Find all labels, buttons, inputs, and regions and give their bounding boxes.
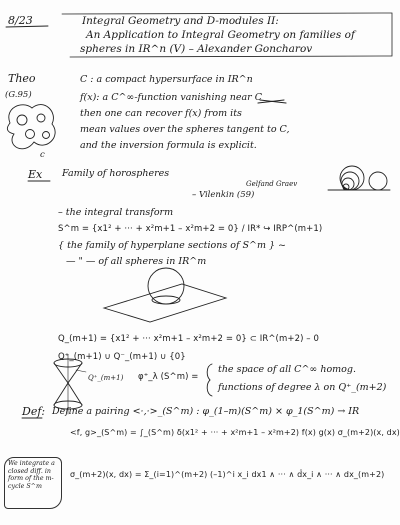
- example-line-5: Q_(m+1) = {x1² + ··· x²m+1 – x²m+2 = 0} ⊂ IR^(m+2) – 0: [58, 334, 319, 344]
- example-line-7a: φ⁺_λ (S^m) =: [138, 372, 199, 382]
- example-line-2: S^m = {x1² + ··· + x²m+1 – x²m+2 = 0} / IR* ↪ IRP^(m+1): [58, 224, 323, 234]
- attribution-1: Gelfand Graev: [246, 180, 298, 188]
- hypersurface-sketch: [7, 105, 55, 149]
- sphere-section-sketch: [104, 268, 226, 322]
- theorem-line-3: then one can recover f(x) from its: [80, 108, 242, 119]
- page-number: 8/23: [8, 14, 33, 27]
- horospheres-sketch: [328, 166, 390, 190]
- example-line-4: — " — of all spheres in IR^m: [66, 256, 207, 267]
- example-line-7b: the space of all C^∞ homog.: [218, 364, 357, 375]
- example-line-6: Q⁺_(m+1) ∪ Q⁻_(m+1) ∪ {0}: [58, 352, 186, 362]
- example-line-1: – the integral transform: [58, 207, 174, 218]
- example-line-7c: functions of degree λ on Q⁺_(m+2): [218, 382, 387, 393]
- definition-line-2: <f, g>_(S^m) = ∫_(S^m) δ(x1² + ··· + x²m+1 – x²m+2) f(x) g(x) σ_(m+2)(x, dx): [70, 428, 400, 437]
- theorem-ref: (G.95): [5, 90, 32, 100]
- theorem-line-4: mean values over the spheres tangent to C,: [80, 124, 290, 135]
- definition-line-3: σ_(m+2)(x, dx) = Σ_(i=1)^(m+2) (–1)^i x_i dx1 ∧ ··· ∧ d̂x_i ∧ ··· ∧ dx_(m+2): [70, 470, 385, 479]
- example-heading: Family of horospheres: [62, 168, 170, 179]
- brace: [207, 364, 212, 396]
- theorem-line-2: f(x): a C^∞-function vanishing near C: [80, 92, 263, 103]
- theorem-line-1: C : a compact hypersurface in IR^n: [80, 74, 253, 85]
- title-line-2: An Application to Integral Geometry on families of: [86, 29, 355, 41]
- title-line-3: spheres in IR^n (V) – Alexander Goncharov: [80, 43, 313, 55]
- definition-label: Def:: [22, 405, 46, 418]
- theorem-line-5: and the inversion formula is explicit.: [80, 140, 257, 151]
- attribution-2: – Vilenkin (59): [192, 190, 255, 200]
- example-label: Ex: [28, 168, 43, 181]
- theorem-label: Theo: [8, 72, 36, 85]
- cone-label: Q⁺_(m+1): [88, 374, 124, 382]
- title-line-1: Integral Geometry and D-modules II:: [82, 15, 279, 27]
- crossed-word: [258, 100, 286, 103]
- hypersurface-label: c: [40, 150, 45, 160]
- margin-note: We integrate a closed diff. in form of the m-cycle S^m: [4, 457, 62, 509]
- example-line-3: { the family of hyperplane sections of S^m } ~: [58, 240, 287, 251]
- definition-line-1: Define a pairing <·,·>_(S^m) : φ_(1–m)(S^m) × φ_1(S^m) → IR: [52, 406, 360, 417]
